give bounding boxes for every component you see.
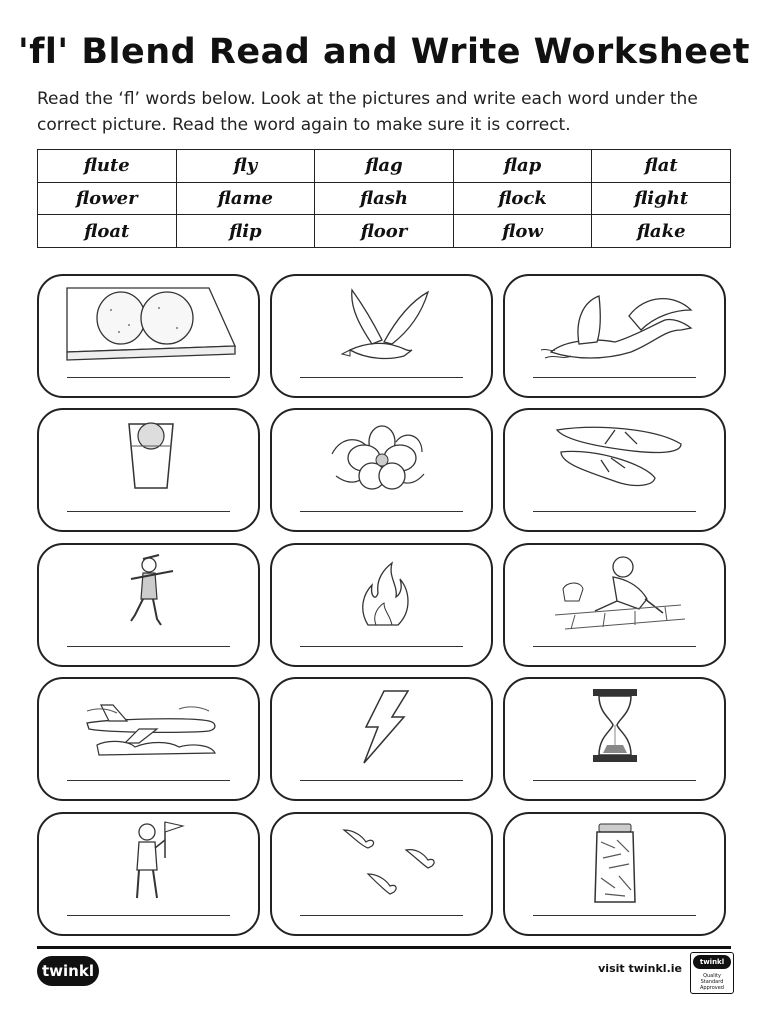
picture-card [503,408,726,532]
answer-line[interactable] [300,511,463,512]
answer-line[interactable] [67,646,230,647]
flying-bird-icon [272,280,491,366]
flip-flops-icon [505,414,724,500]
flute-player-icon [39,549,258,635]
float-glass-icon [39,414,258,500]
answer-line[interactable] [67,511,230,512]
flatbread-icon [39,280,258,366]
hourglass-flow-icon [505,683,724,769]
word-bank-row [38,182,731,215]
answer-line[interactable] [67,915,230,916]
swan-flapping-icon [505,280,724,366]
flame-icon [272,549,491,635]
picture-card [503,677,726,801]
bird-flock-icon [272,818,491,904]
answer-line[interactable] [533,780,696,781]
flakes-jar-icon [505,818,724,904]
word-cell: flat [592,150,731,183]
picture-card [270,408,493,532]
word-cell: flake [592,215,731,248]
word-cell: flash [315,182,454,215]
worksheet-title: 'fl' Blend Read and Write Worksheet [17,32,751,72]
answer-line[interactable] [67,377,230,378]
footer-divider [37,946,731,949]
word-cell: float [38,215,177,248]
answer-line[interactable] [300,780,463,781]
picture-card [270,812,493,936]
word-cell: flute [38,150,177,183]
visit-link[interactable]: visit twinkl.ie [598,962,682,975]
answer-line[interactable] [533,511,696,512]
answer-line[interactable] [533,646,696,647]
picture-card [270,274,493,398]
word-cell: floor [315,215,454,248]
picture-card [37,677,260,801]
instructions-text: Read the ‘fl’ words below. Look at the pictures and write each word under the correct picture. Read the word again to make sure it is correct. [37,89,698,135]
picture-card [37,408,260,532]
badge-logo: twinkl [693,955,731,969]
answer-line[interactable] [533,377,696,378]
word-cell: flow [453,215,592,248]
word-cell: flower [38,182,177,215]
flower-icon [272,414,491,500]
answer-line[interactable] [300,646,463,647]
word-cell: flip [176,215,315,248]
answer-line[interactable] [67,780,230,781]
word-cell: flap [453,150,592,183]
badge-text: Quality Standard Approved [700,973,724,991]
picture-card [270,543,493,667]
twinkl-logo: twinkl [37,956,99,986]
word-cell: flight [592,182,731,215]
word-cell: flame [176,182,315,215]
picture-card [503,543,726,667]
word-cell: flock [453,182,592,215]
lightning-flash-icon [272,683,491,769]
picture-card [503,274,726,398]
picture-card [503,812,726,936]
word-cell: flag [315,150,454,183]
word-cell: fly [176,150,315,183]
word-bank-table [37,149,731,248]
girl-with-flag-icon [39,818,258,904]
quality-badge-icon [690,952,734,994]
answer-line[interactable] [300,377,463,378]
picture-card [37,812,260,936]
picture-card [37,274,260,398]
word-bank-row [38,215,731,248]
word-bank-row [38,150,731,183]
boy-on-floor-icon [505,549,724,635]
answer-line[interactable] [300,915,463,916]
answer-line[interactable] [533,915,696,916]
picture-card [270,677,493,801]
picture-card [37,543,260,667]
airplane-flight-icon [39,683,258,769]
